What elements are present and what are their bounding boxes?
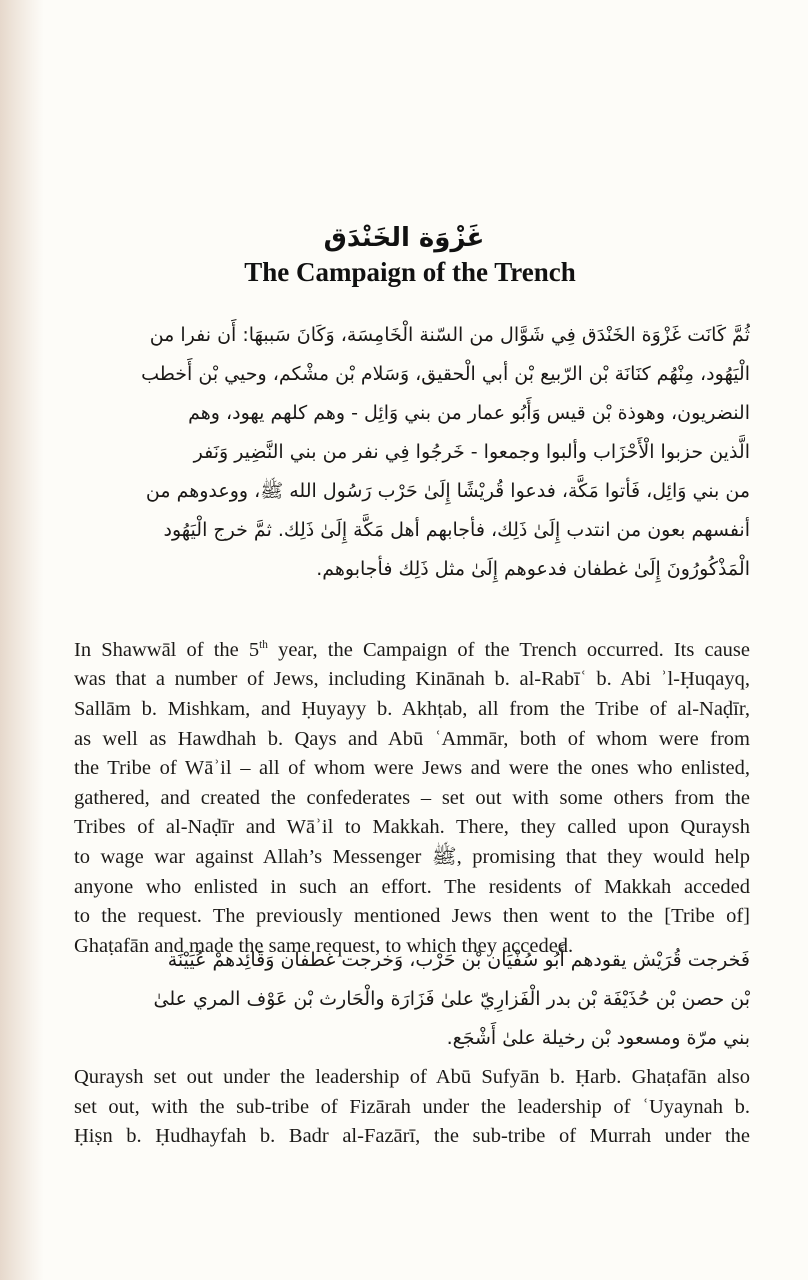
page-gutter-shadow: [0, 0, 44, 1280]
english-chapter-title: The Campaign of the Trench: [244, 257, 576, 287]
arabic-line: من بني وَائِل، فَأتوا مَكَّة، فدعوا قُريْشًا إِلَىٰ حَرْب رَسُول الله ﷺ، ووعدوهم من: [145, 480, 750, 502]
english-paragraph-1: [74, 631, 750, 961]
arabic-line: الْيَهُود، مِنْهُم كنَانَة بْن الرّبيع بْن أبي الْحقيق، وَسَلام بْن مشْكم، وحيي بْن أَخطب: [141, 363, 750, 385]
english-paragraph-2: [74, 1063, 750, 1152]
english-line: Ghaṭafān and made the same request, to which they acceded.: [74, 934, 574, 957]
english-line: In Shawwāl of the 5th year, the Campaign of the Trench occurred. Its cause: [74, 638, 751, 661]
english-line: gathered, and created the confederates – set out with some others from the: [74, 786, 750, 809]
arabic-line: فَخرجت قُرَيْش يقودهم أَبُو سُفْيَان بْن حَرْب، وَخرجت غطفان وَقَائِدهمْ عُيَيْنَة: [167, 949, 750, 971]
english-line: was that a number of Jews, including Kinānah b. al-Rabīʿ b. Abi ʾl-Ḥuqayq,: [74, 668, 750, 691]
arabic-line: أنفسهم بعون من انتدب إِلَىٰ ذَلِك، فأجابهم أهل مَكَّة إِلَىٰ ذَلِك. ثمَّ خرج الْيَهُود: [163, 519, 750, 541]
english-line: set out, with the sub-tribe of Fizārah under the leadership of ʿUyaynah b.: [74, 1095, 750, 1118]
english-line: Sallām b. Mishkam, and Ḥuyayy b. Akhṭab, all from the Tribe of al-Naḍīr,: [74, 698, 750, 721]
english-line: Ḥiṣn b. Ḥudhayfah b. Badr al-Fazārī, the sub-tribe of Murrah under the: [74, 1125, 750, 1148]
arabic-line: النضريون، وهوذة بْن قيس وَأَبُو عمار من بني وَائِل - وهم كلهم يهود، وهم: [188, 402, 750, 424]
arabic-paragraph-2: [74, 941, 750, 1058]
arabic-line: ثُمَّ كَانَت غَزْوَة الخَنْدَق فِي شَوَّال من السّنة الْخَامِسَة، وَكَانَ سَببهَا: أَن نفرا من: [149, 324, 750, 346]
arabic-line: الْمَذْكُورُونَ إِلَىٰ غطفان فدعوهم إِلَىٰ مثل ذَلِك فأجابوهم.: [316, 558, 750, 580]
arabic-paragraph-1: [74, 316, 750, 589]
english-line: to wage war against Allah’s Messenger ﷺ, promising that they would help: [74, 845, 750, 868]
english-line: to the request. The previously mentioned Jews then went to the [Tribe of]: [74, 905, 750, 928]
english-line: Quraysh set out under the leadership of Abū Sufyān b. Ḥarb. Ghaṭafān also: [74, 1066, 750, 1088]
arabic-line: الَّذين حزبوا الْأَحْزَاب وألبوا وجمعوا - خَرجُوا فِي نفر من بني النَّضِير وَنَفر: [193, 441, 750, 463]
arabic-line: بْن حصن بْن حُذَيْفَة بْن بدر الْفَزارِيّ علىٰ فَزَارَة والْحَارث بْن عَوْف المري علىٰ: [153, 988, 750, 1010]
english-line: as well as Hawdhah b. Qays and Abū ʿAmmār, both of whom were from: [74, 727, 750, 750]
arabic-chapter-title: غَزْوَة الخَنْدَق: [323, 223, 485, 253]
ordinal-suffix: th: [259, 639, 268, 651]
english-line: the Tribe of Wāʾil – all of whom were Jews and were the ones who enlisted,: [74, 757, 750, 780]
english-line: Tribes of al-Naḍīr and Wāʾil to Makkah. There, they called upon Quraysh: [74, 816, 750, 839]
english-line: anyone who enlisted in such an effort. The residents of Makkah acceded: [74, 875, 750, 898]
arabic-line: بني مرّة ومسعود بْن رخيلة علىٰ أَشْجَع.: [446, 1027, 750, 1049]
